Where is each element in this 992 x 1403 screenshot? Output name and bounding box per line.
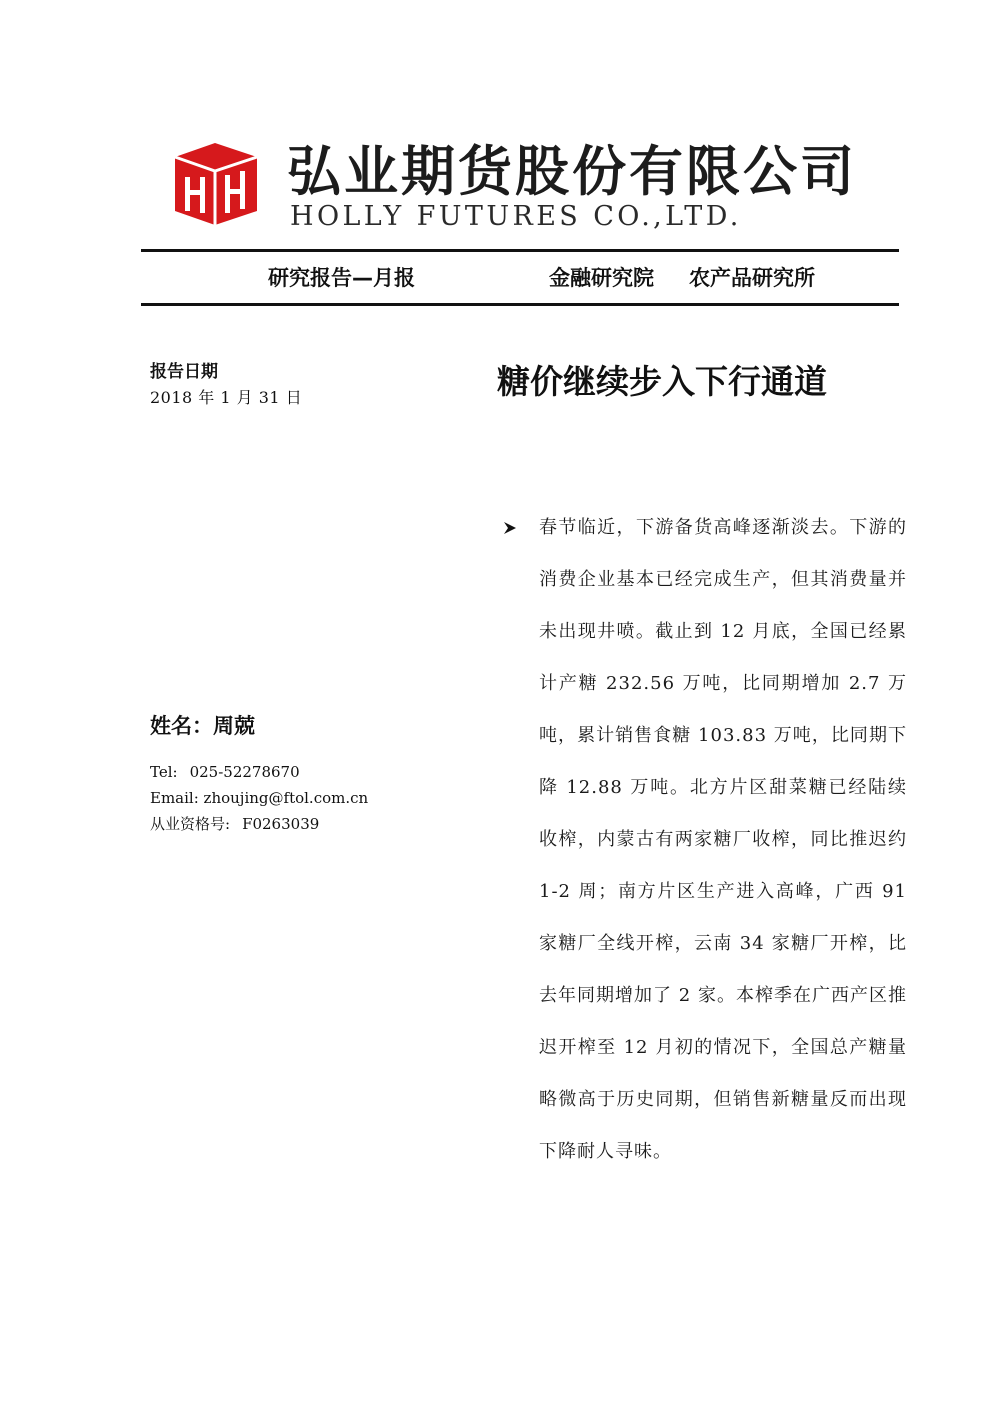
report-title: 糖价继续步入下行通道 (497, 362, 827, 401)
tel-value: 025-52278670 (189, 763, 300, 781)
holly-logo-icon (171, 143, 259, 225)
report-date-value: 2018 年 1 月 31 日 (150, 388, 303, 407)
license-value: F0263039 (242, 815, 320, 833)
header-rule-bottom (141, 303, 899, 306)
email-label: Email: (150, 789, 199, 807)
tel-label: Tel: (150, 763, 178, 781)
author-email (150, 787, 368, 809)
author-tel (150, 761, 300, 783)
author-name: 姓名：周兢 (150, 714, 255, 738)
report-date-label: 报告日期 (150, 362, 218, 382)
summary-paragraph: 春节临近，下游备货高峰逐渐淡去。下游的消费企业基本已经完成生产，但其消费量并未出现井喷。截止到 12 月底，全国已经累计产糖 232.56 万吨，比同期增加 2.7 万吨，累计销售食糖 103.83 万吨，比同期下降 12.88 万吨。北方片区甜菜糖已经陆续收榨，内蒙古有两家糖厂收榨，同比推迟约 1-2 周；南方片区生产进入高峰，广西 91 家糖厂全线开榨，云南 34 家糖厂开榨，比去年同期增加了 2 家。本榨季在广西产区推迟开榨至 12 月初的情况下，全国总产糖量略微高于历史同期，但销售新糖量反而出现下降耐人寻味。 (539, 517, 907, 1162)
author-license (150, 813, 319, 835)
license-label: 从业资格号: (150, 815, 231, 833)
arrow-bullet-icon (501, 515, 519, 541)
department-agriculture: 农产品研究所 (689, 266, 815, 290)
email-value: zhoujing@ftol.com.cn (203, 789, 369, 807)
header-rule-top (141, 249, 899, 252)
report-type: 研究报告—月报 (268, 266, 415, 290)
department-finance: 金融研究院 (549, 266, 654, 290)
company-name-en: HOLLY FUTURES CO.,LTD. (290, 201, 742, 232)
company-name-cn: 弘业期货股份有限公司 (287, 140, 857, 203)
